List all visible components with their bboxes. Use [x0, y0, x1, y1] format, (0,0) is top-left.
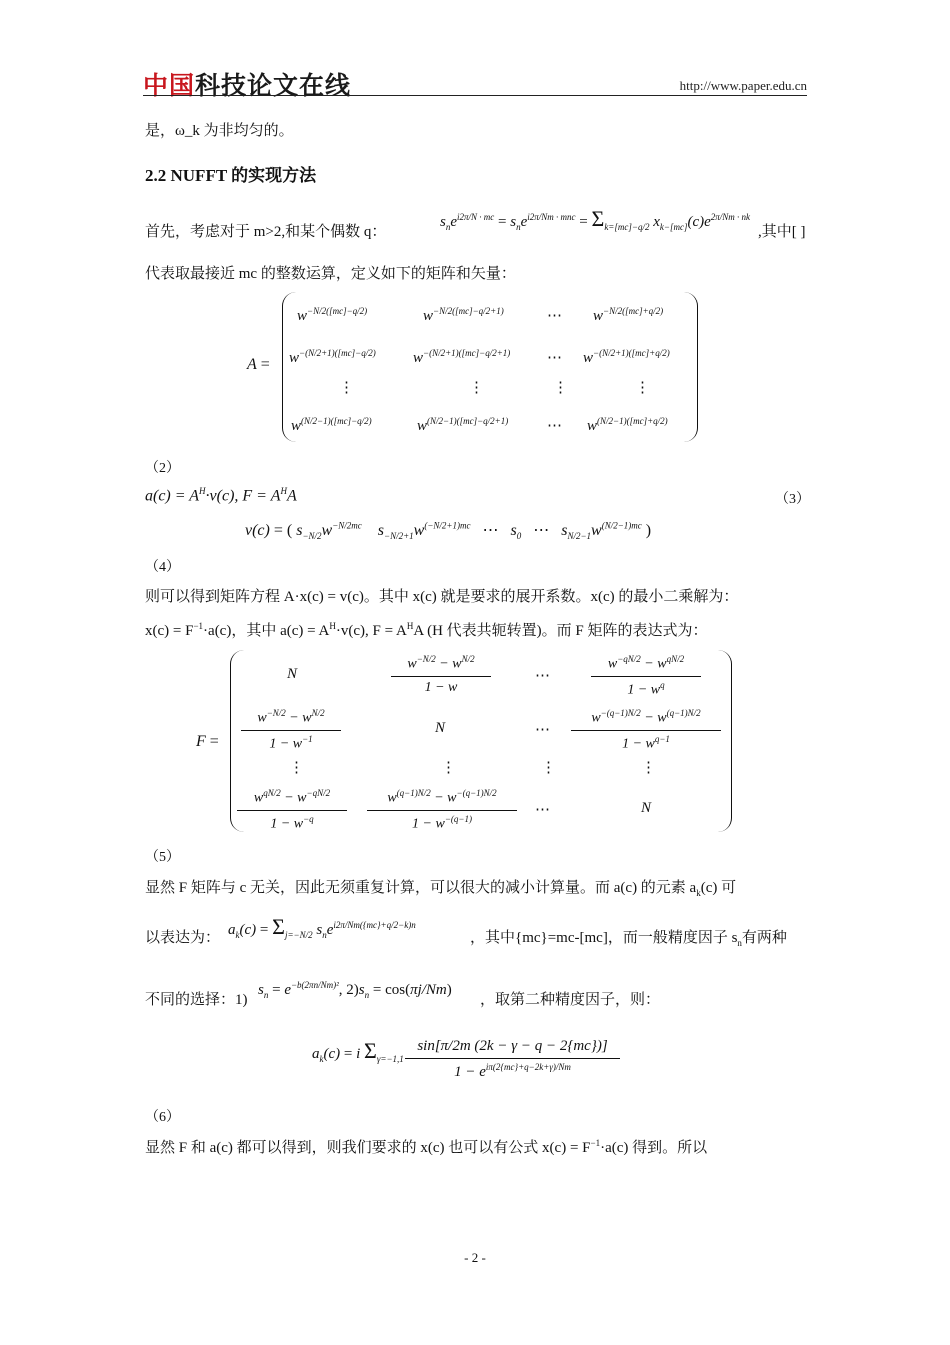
matrix-a-label: A = [247, 356, 270, 373]
matrix-a: $w^{-N/2([mc]-q/2)}$ $w^{-N/2([mc]-q/2+1)}$ ⋯ $w^{-N/2([mc]+q/2)}$ $w^{-(N/2+1)([mc]-q/2)}$ $w^{-(N/2+1)([mc]-q/2+1)}$ ⋯ $w^{-(N/2+1)([mc]+q/2)}$ ⋮ ⋮ ⋮ ⋮ $w^{(N/2-1)([mc]-q/2)}$ $w^{(N/2-1)([mc]-q/2+1)}$ ⋯ $w^{(N/2-1)([mc]+q/2)}$ [282, 292, 698, 442]
equation-3: $a(c) = A^H\cdot v(c)$, $F = A^HA$ [145, 486, 297, 505]
eq-number-2: （2） [145, 461, 180, 476]
eq-number-4: （4） [145, 560, 180, 575]
matrix-f: N $w^{-N/2} - w^{N/2}$ 1 − w ⋯ $w^{-qN/2} - w^{qN/2}$ $1 - w^q$ $w^{-N/2} - w^{N/2}$ $1 - w^{-1}$ N ⋯ $w^{-(q-1)N/2} - w^{(q-1)N/2}$ $1 - w^{q-1}$ ⋮ ⋮ ⋮ ⋮ $w^{qN/2} - w^{-qN/2}$ $1 - w^{-q}$ $w^{(q-1)N/2} - w^{-(q-1)N/2}$ $1 - w^{-(q-1)}$ ⋯ N [230, 650, 732, 832]
para1-cont: 代表取最接近 mc 的整数运算，定义如下的矩阵和矢量： [145, 266, 516, 282]
equation-6-fraction: sin[π/2m (2k − γ − q − 2{mc})] $1 - e^{i\pi(2\{mc\}+q-2k+\gamma)/Nm}$ [405, 1038, 620, 1081]
inline-eq-ak: $a_k(c) = \Sigma_{j=-N/2}$ $s_ne^{i2\pi/Nm(\{mc\}+q/2-k)n}$ [228, 914, 416, 940]
para7: 显然 F 和 a(c) 都可以得到，则我们要求的 x(c) 也可以有公式 $x(c) = F^{-1}\cdot a(c)$ 得到。所以 [145, 1138, 708, 1156]
journal-logo: 中国科技论文在线 [143, 71, 352, 100]
para3: $x(c) = F^{-1}\cdot a(c)$，其中 $a(c) = A^H\cdot v(c)$, $F = A^HA$ (H 代表共轭转置)。而 F 矩阵的表达式为： [145, 621, 708, 639]
para5-tail: ，其中{mc}=mc-[mc]，而一般精度因子 $s_n$有两种 [470, 930, 787, 948]
inline-eq1: $s_ne^{i2\pi/N \cdot mc} = s_ne^{i2\pi/Nm \cdot mnc} = \Sigma_{k=[mc]-q/2}$ $x_{k-[mc]}(c)e^{2\pi/Nm \cdot nk}$ [440, 206, 751, 232]
para2: 则可以得到矩阵方程 A·x(c) = v(c)。其中 x(c) 就是要求的展开系数。x(c) 的最小二乘解为： [145, 589, 739, 605]
text-line-1: 是，ω_k 为非均匀的。 [145, 123, 294, 139]
para6-tail: ，取第二种精度因子，则： [480, 992, 661, 1008]
para4: 显然 F 矩阵与 c 无关，因此无须重复计算，可以很大的减小计算量。而 a(c) 的元素 $a_k(c)$ 可 [145, 880, 737, 898]
eq-number-6: （6） [145, 1110, 180, 1125]
inline-eq-sn: $s_n = e^{-b(2\pi n/Nm)^2}$, $2)s_n = \cos(\pi j/Nm)$ [258, 980, 452, 1000]
eq-number-5: （5） [145, 850, 180, 865]
page-number: - 2 - [464, 1250, 486, 1265]
header-rule [143, 95, 807, 96]
para1-lead: 首先，考虑对于 m>2,和某个偶数 q： [145, 224, 387, 240]
para6: 不同的选择：1) [145, 992, 248, 1008]
eq-number-3: （3） [775, 492, 810, 507]
header-url[interactable]: http://www.paper.edu.cn [679, 78, 807, 93]
vector-v: v(c) = ( $s_{-N/2}w^{-N/2mc}$ $s_{-N/2+1}w^{(-N/2+1)mc}$ ⋯ $s_0$ ⋯ $s_{N/2-1}w^{(N/2-1)mc}$ ) [245, 520, 652, 542]
equation-6: $a_k(c) = i$ $\Sigma_{\gamma=-1,1}$ [312, 1038, 404, 1064]
para1-tail: ,其中[ ] [758, 224, 806, 240]
para5: 以表达为： [145, 930, 221, 946]
matrix-f-label: F = [196, 733, 219, 750]
section-title: 2.2 NUFFT 的实现方法 [145, 166, 317, 185]
